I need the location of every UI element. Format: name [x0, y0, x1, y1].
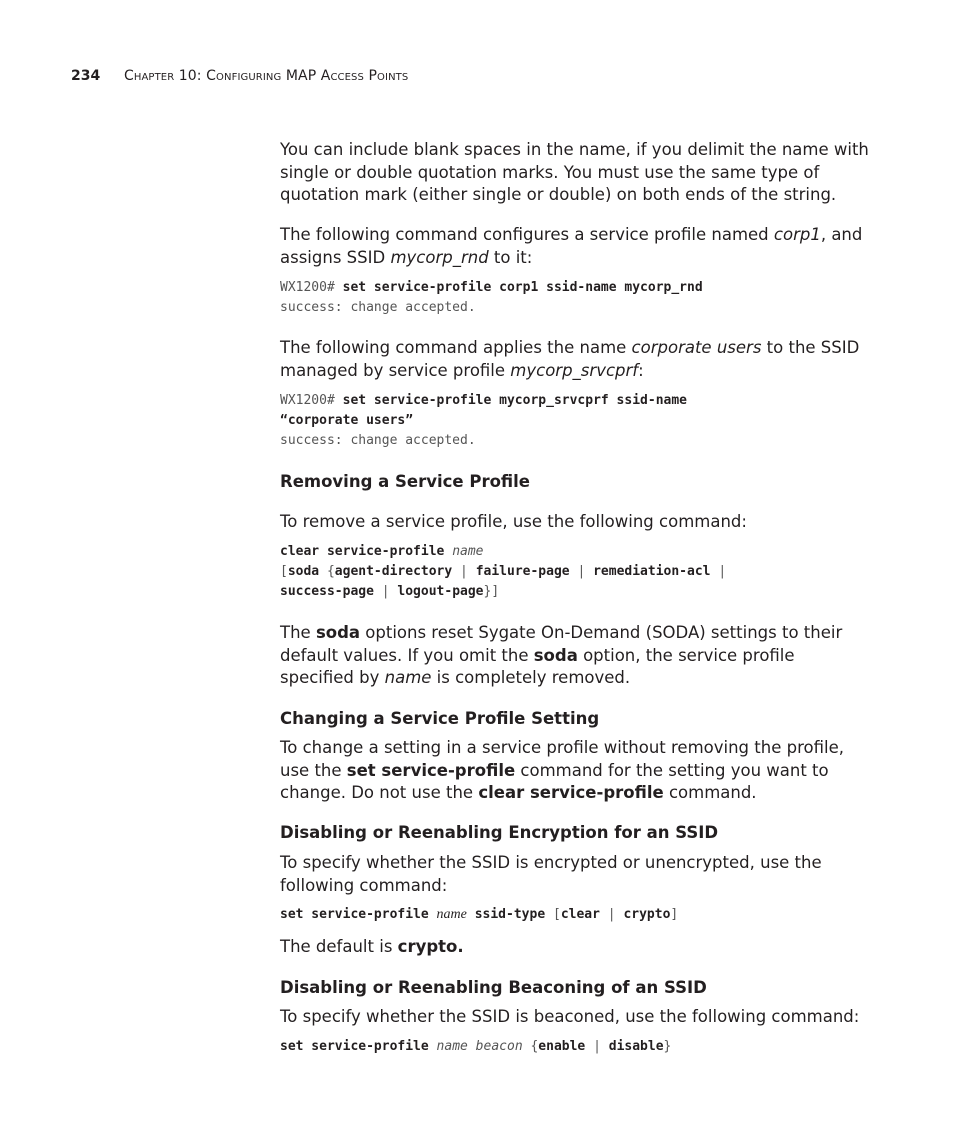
code-line: success-page | logout-page}] [280, 584, 500, 599]
paragraph-corp1-example: The following command configures a service profile named corp1, and assigns SSID mycorp_rnd to it: [280, 225, 863, 267]
code-result: success: change accepted. [280, 433, 476, 448]
heading-removing-service-profile: Removing a Service Profile [280, 472, 530, 491]
paragraph-soda-options: The soda options reset Sygate On-Demand (SODA) settings to their default values. If you omit the soda option, the service profile specified by name is completely removed. [280, 623, 843, 687]
code-line: “corporate users” [280, 413, 414, 428]
heading-encryption-ssid: Disabling or Reenabling Encryption for an SSID [280, 823, 719, 842]
syntax-beacon: set service-profile name beacon {enable | disable} [280, 1039, 672, 1054]
page-number: 234 [71, 68, 101, 84]
syntax-clear-service-profile [280, 542, 870, 602]
paragraph-blank-spaces: You can include blank spaces in the name, if you delimit the name with single or double quotation marks. You must use the same type of quotation mark (either single or double) on both ends of the string. [280, 140, 869, 204]
paragraph-corporate-users-example: The following command applies the name corporate users to the SSID managed by service profile mycorp_srvcprf: [280, 338, 860, 380]
code-block-corp1 [280, 278, 870, 318]
code-result: success: change accepted. [280, 300, 476, 315]
paragraph-default-crypto: The default is crypto. [280, 937, 464, 956]
paragraph-change-setting: To change a setting in a service profile without removing the profile, use the set service-profile command for the setting you want to change. Do not use the clear service-profile command. [280, 738, 844, 802]
code-line: WX1200# set service-profile mycorp_srvcprf ssid-name [280, 393, 687, 408]
code-line: clear service-profile name [280, 544, 484, 559]
heading-changing-service-profile-setting: Changing a Service Profile Setting [280, 709, 600, 728]
paragraph-beacon-intro: To specify whether the SSID is beaconed, use the following command: [280, 1007, 860, 1026]
code-line: WX1200# set service-profile corp1 ssid-name mycorp_rnd [280, 280, 703, 295]
code-block-corporate-users [280, 391, 870, 451]
heading-beaconing-ssid: Disabling or Reenabling Beaconing of an SSID [280, 978, 707, 997]
paragraph-remove-intro: To remove a service profile, use the following command: [280, 512, 747, 531]
paragraph-encryption-intro: To specify whether the SSID is encrypted or unencrypted, use the following command: [280, 853, 822, 895]
code-line: [soda {agent-directory | failure-page | remediation-acl | [280, 564, 727, 579]
chapter-title: Chapter 10: Configuring MAP Access Points [124, 68, 409, 84]
syntax-ssid-type: set service-profile name ssid-type [clear | crypto] [280, 907, 679, 922]
